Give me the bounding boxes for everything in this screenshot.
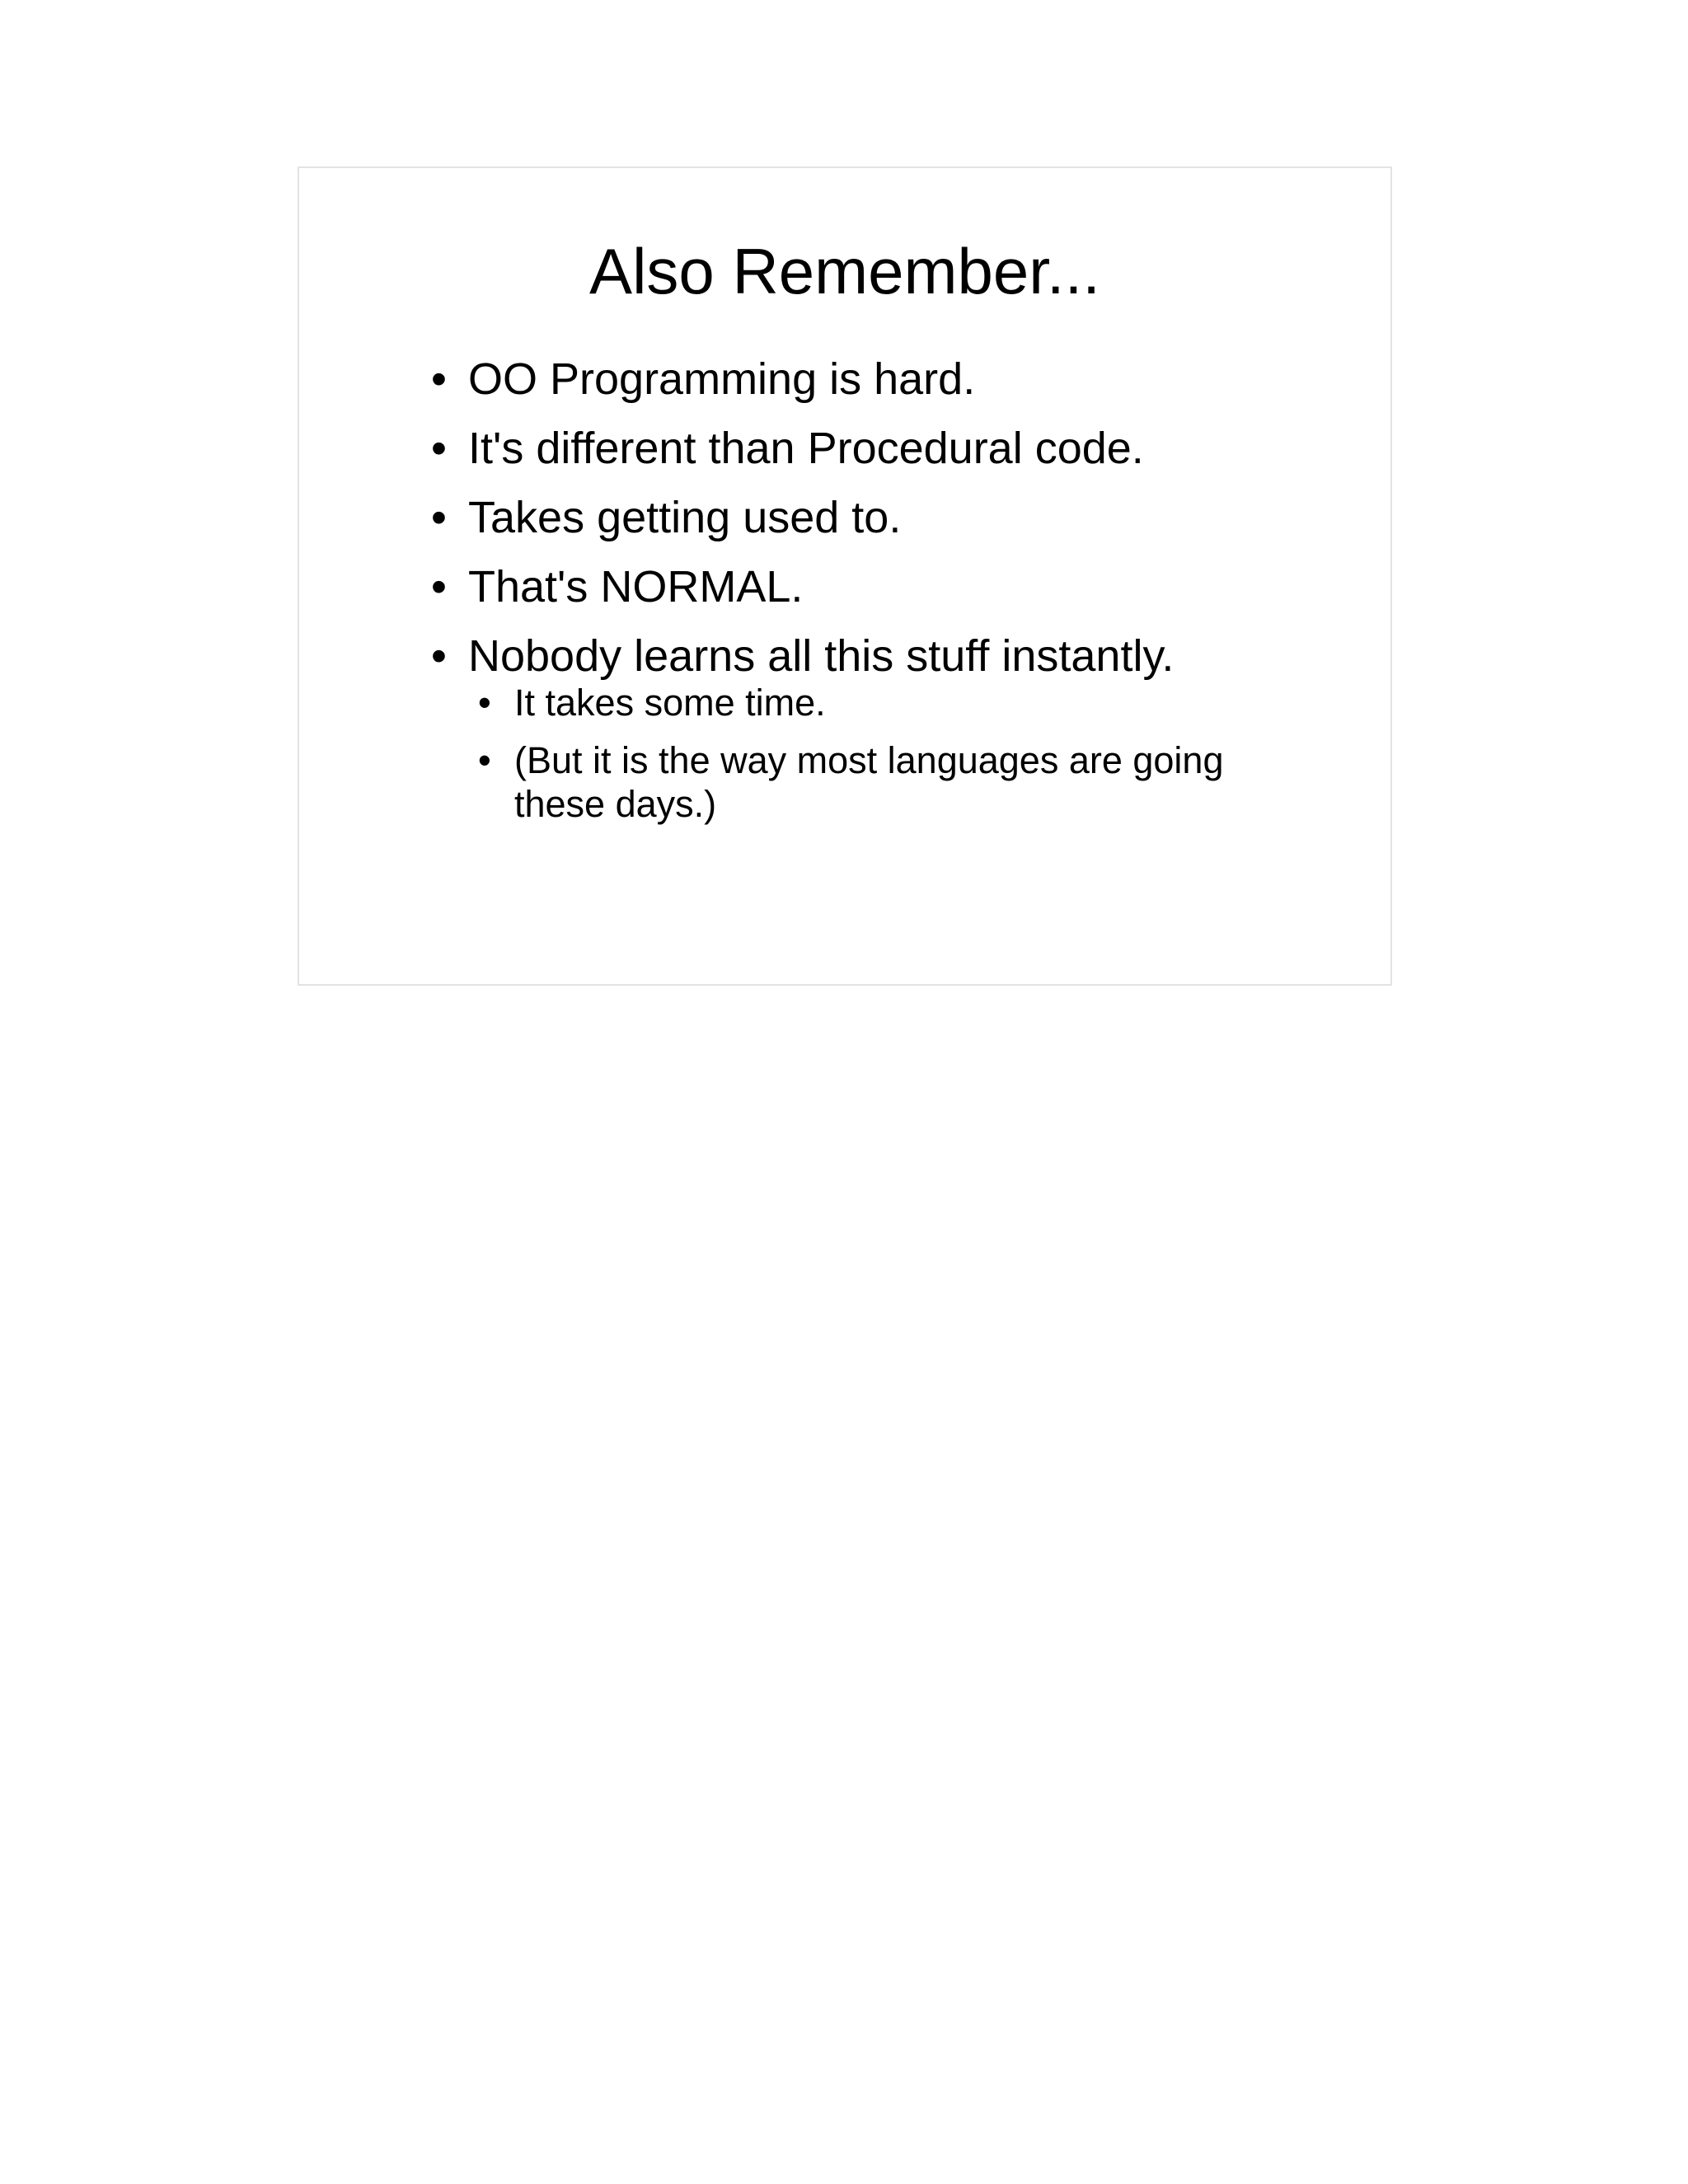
sub-bullet-list [365,681,1354,840]
slide-title: Also Remember... [589,235,1100,307]
bullet-item [365,490,1354,546]
sub-bullet-dot-icon: • [478,682,491,724]
sub-bullet-dot-icon: • [478,739,491,781]
bullet-item [365,420,1354,476]
slide-frame [298,166,1392,986]
sub-bullet-text: (But it is the way most languages are going these days.) [514,739,1224,825]
bullet-list [365,351,1354,697]
bullet-text: It's different than Procedural code. [468,424,1144,473]
bullet-text: Takes getting used to. [468,493,902,542]
bullet-text: OO Programming is hard. [468,354,976,404]
bullet-dot-icon: • [431,424,447,473]
bullet-dot-icon: • [431,354,447,404]
bullet-dot-icon: • [431,562,447,612]
sub-bullet-text: It takes some time. [514,682,826,724]
bullet-dot-icon: • [431,631,447,681]
bullet-dot-icon: • [431,493,447,542]
bullet-item [365,628,1354,684]
bullet-item [365,351,1354,407]
sub-bullet-item [365,681,1354,724]
bullet-item [365,559,1354,615]
bullet-text: Nobody learns all this stuff instantly. [468,631,1175,681]
bullet-text: That's NORMAL. [468,562,804,612]
sub-bullet-item [365,738,1354,826]
